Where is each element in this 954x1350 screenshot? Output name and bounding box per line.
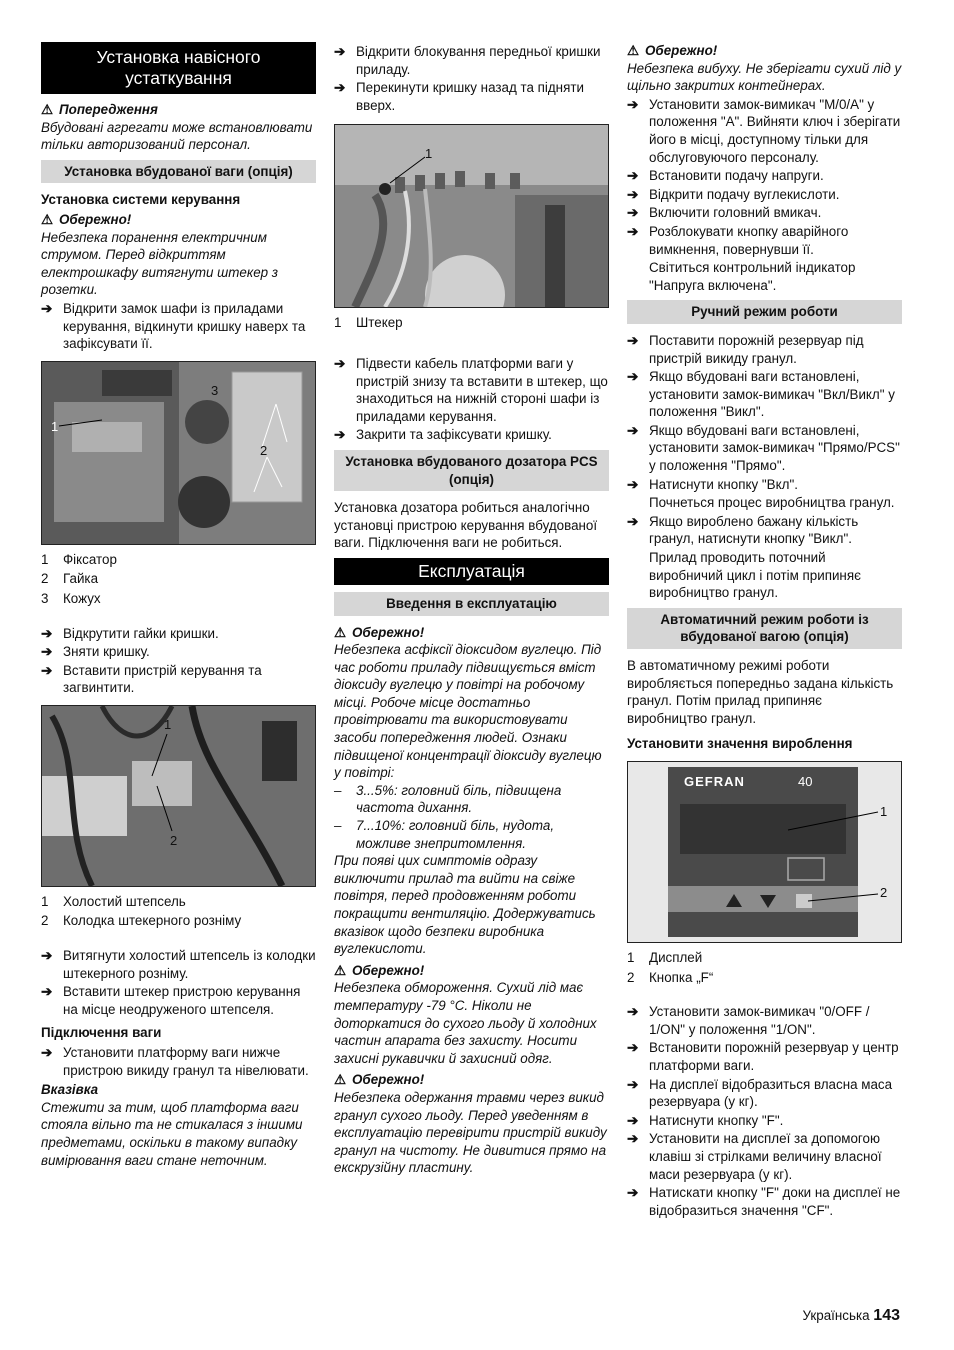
- warning-triangle-icon: ⚠: [334, 1072, 347, 1088]
- instruction-step: ➔ Вставити штекер пристрою керування на місце неодруженого штепселя.: [41, 984, 301, 1017]
- figure-label: 1: [164, 716, 172, 732]
- caution-text: Небезпека поранення електричним струмом. Перед відкриттям електрошкафу витягнути штекер з розетки.: [41, 229, 279, 298]
- arrow-right-icon: ➔: [627, 168, 639, 184]
- warning-triangle-icon: ⚠: [334, 962, 347, 978]
- arrow-right-icon: ➔: [41, 1045, 53, 1061]
- instruction-step: ➔ Установити замок-вимикач "M/0/A" у положення "A". Вийняти ключ і зберігати його в місці, доступному тільки для обслуговуючого персоналу.: [627, 96, 901, 165]
- instruction-step: ➔ Відкрити замок шафи із приладами керування, відкинути кришку наверх та зафіксувати її.: [41, 300, 306, 352]
- caution-heading: ⚠ Обережно!: [334, 1072, 425, 1088]
- page-number: 143: [873, 1307, 900, 1324]
- subheading: Установка системи керування: [41, 192, 241, 208]
- figure-label: 3: [211, 382, 219, 398]
- step-result: Почнеться процес виробництва гранул.: [649, 495, 895, 511]
- footer-language: Українська: [802, 1308, 870, 1323]
- warning-triangle-icon: ⚠: [41, 102, 54, 117]
- arrow-right-icon: ➔: [627, 1004, 639, 1020]
- figure-cabinet-lock: [41, 361, 316, 545]
- subsection-title: Ручний режим роботи: [627, 300, 902, 324]
- instruction-step: ➔ Установити платформу ваги нижче пристрою викиду гранул та нівелювати.: [41, 1045, 309, 1078]
- arrow-right-icon: ➔: [627, 205, 639, 221]
- arrow-right-icon: ➔: [627, 1185, 639, 1201]
- section-title: Установка навісного устаткування: [41, 42, 316, 94]
- cabinet-photo-illustration: [42, 362, 316, 544]
- controller-illustration: [628, 762, 902, 942]
- instruction-step: ➔ Вставити пристрій керування та загвинтити.: [41, 662, 262, 696]
- paragraph: В автоматичному режимі роботи виробляється попередньо задана кількість гранул. Потім прилад припиняє виробництво гранул.: [627, 658, 894, 726]
- caution-text: При появі цих симптомів одразу виключити прилад та вийти на свіже повітря, перед продовженням роботи покращити вентиляцію. Додержуватись вказівок щодо безпеки виробника вуглекислоти.: [334, 853, 596, 957]
- instruction-step: ➔ Встановити подачу напруги.: [627, 168, 824, 184]
- figure-label: 2: [260, 442, 268, 458]
- figure-label: 2: [880, 884, 888, 900]
- arrow-right-icon: ➔: [41, 984, 53, 1000]
- subheading: Підключення ваги: [41, 1025, 162, 1041]
- instruction-step: ➔ Встановити порожній резервуар у центр платформи ваги.: [627, 1040, 899, 1073]
- instruction-step: ➔ Підвести кабель платформи ваги у пристрій знизу та вставити в штекер, що знаходиться на нижній стороні шафи із приладами керування.: [334, 355, 608, 424]
- caution-text: Небезпека асфіксії діоксидом вуглецю. Під час роботи приладу підвищується вміст діоксиду вуглецю у повітрі на робочому місці. Робоче місце достатньо провітрювати та використовувати засоби попередження людей. Ознаки підвищеної концентрації діоксиду вуглецю у повітрі:: [334, 642, 602, 781]
- arrow-right-icon: ➔: [627, 422, 639, 438]
- instruction-step: ➔ Натиснути кнопку "Вкл".: [627, 476, 798, 492]
- warning-triangle-icon: ⚠: [627, 43, 640, 58]
- instruction-step: ➔ Натискати кнопку "F" доки на дисплеї не відобразиться значення "CF".: [627, 1185, 901, 1218]
- figure-label: 1: [425, 146, 433, 162]
- caption-item: 1 Дисплей: [627, 949, 703, 965]
- caption-item: 2 Гайка: [41, 571, 99, 587]
- column-1: [41, 42, 316, 1169]
- arrow-right-icon: ➔: [627, 1076, 639, 1092]
- arrow-right-icon: ➔: [627, 1040, 639, 1056]
- figure-terminal-block: [41, 705, 316, 887]
- instruction-step: ➔ Поставити порожній резервуар під пристрій викиду гранул.: [627, 332, 864, 366]
- instruction-step: ➔ Зняти кришку.: [41, 644, 150, 660]
- arrow-right-icon: ➔: [334, 427, 346, 443]
- caption-item: 3 Кожух: [41, 590, 101, 606]
- arrow-right-icon: ➔: [627, 513, 639, 529]
- arrow-right-icon: ➔: [627, 1112, 639, 1128]
- instruction-step: ➔ Закрити та зафіксувати кришку.: [334, 427, 552, 443]
- arrow-right-icon: ➔: [41, 625, 53, 641]
- figure-gefran-controller: [627, 761, 902, 943]
- figure-label: 1: [51, 418, 59, 434]
- page-footer: [803, 1307, 900, 1325]
- warning-text: Вбудовані агрегати може встановлювати тільки авторизований персонал.: [41, 119, 313, 153]
- caution-text: Небезпека одержання травми через викид гранул сухого льоду. Перед уведенням в експлуатацію перевірити пристрій викиду гранул на чистоту. Не дивитися прямо на екскрузійну пластину.: [334, 1089, 607, 1176]
- instruction-step: ➔ Установити замок-вимикач "0/OFF / 1/ON" у положення "1/ON".: [627, 1004, 870, 1037]
- caution-text: Небезпека обмороження. Сухий лід має температуру -79 °C. Ніколи не доторкатися до сухого льоду й холодних частин апарата без захисту. Носити захисні рукавички й захисний одяг.: [334, 980, 597, 1066]
- instruction-step: ➔ Якщо вбудовані ваги встановлені, установити замок-вимикач "Вкл/Викл" у положення "Викл".: [627, 369, 895, 420]
- caption-item: 2 Кнопка „F“: [627, 969, 714, 985]
- note-text: Стежити за тим, щоб платформа ваги стояла вільно та не стикалася з іншими предметами, оскільки в такому випадку вимірювання ваги стане неточним.: [41, 1099, 303, 1168]
- caption-item: 1 Холостий штепсель: [41, 893, 186, 909]
- arrow-right-icon: ➔: [627, 332, 639, 348]
- figure-plug: [334, 124, 609, 308]
- figure-label: 2: [170, 832, 178, 848]
- arrow-right-icon: ➔: [627, 1131, 639, 1147]
- gefran-brand-text: GEFRAN: [684, 773, 745, 789]
- arrow-right-icon: ➔: [627, 186, 639, 202]
- instruction-step: ➔ Перекинути кришку назад та підняти вверх.: [334, 80, 584, 113]
- column-2: [334, 42, 609, 1177]
- instruction-step: ➔ На дисплеї відобразиться власна маса резервуара (у кг).: [627, 1076, 893, 1110]
- instruction-step: ➔ Якщо вироблено бажану кількість гранул, натиснути кнопку "Викл".: [627, 513, 859, 547]
- step-result: Прилад проводить поточний виробничий цикл і потім припиняє виробництво гранул.: [649, 550, 861, 601]
- instruction-step: ➔ Включити головний вмикач.: [627, 205, 822, 221]
- arrow-right-icon: ➔: [41, 948, 53, 964]
- arrow-right-icon: ➔: [627, 96, 639, 112]
- subsection-title: Установка вбудованого дозатора PCS (опція): [334, 450, 609, 491]
- caution-heading: ⚠ Обережно!: [334, 624, 425, 640]
- arrow-right-icon: ➔: [41, 644, 53, 660]
- caution-text: Небезпека вибуху. Не зберігати сухий лід у щільно закритих контейнерах.: [627, 60, 902, 94]
- symptom-item: – 3...5%: головний біль, підвищена частота дихання.: [334, 782, 562, 816]
- instruction-step: ➔ Натиснути кнопку "F".: [627, 1112, 784, 1128]
- caption-item: 1 Фіксатор: [41, 551, 117, 567]
- step-result: Світиться контрольний індикатор "Напруга включена".: [649, 260, 856, 293]
- arrow-right-icon: ➔: [41, 300, 53, 316]
- caution-heading: ⚠ Обережно!: [627, 43, 718, 58]
- warning-triangle-icon: ⚠: [334, 624, 347, 640]
- section-title: Експлуатація: [334, 558, 609, 585]
- instruction-step: ➔ Установити на дисплеї за допомогою клавіш зі стрілками величину власної маси резервуара (у кг).: [627, 1131, 882, 1182]
- note-heading: Вказівка: [41, 1082, 99, 1098]
- arrow-right-icon: ➔: [334, 80, 346, 96]
- subsection-title: Введення в експлуатацію: [334, 592, 609, 616]
- caution-heading: ⚠ Обережно!: [334, 962, 425, 978]
- instruction-step: ➔ Відкрити блокування передньої кришки приладу.: [334, 44, 601, 77]
- arrow-right-icon: ➔: [627, 476, 639, 492]
- figure-label: 1: [880, 803, 888, 819]
- plug-photo-illustration: [335, 125, 609, 307]
- warning-triangle-icon: ⚠: [41, 211, 54, 227]
- symptom-item: – 7...10%: головний біль, нудота, можливе знепритомлення.: [334, 818, 555, 851]
- arrow-right-icon: ➔: [41, 662, 53, 678]
- caption-item: 2 Колодка штекерного розніму: [41, 913, 242, 929]
- caution-heading: ⚠ Обережно!: [41, 211, 132, 227]
- arrow-right-icon: ➔: [627, 369, 639, 385]
- instruction-step: ➔ Якщо вбудовані ваги встановлені, установити замок-вимикач "Прямо/PCS" у положення "Прямо".: [627, 422, 900, 474]
- gefran-model-text: 40: [798, 773, 813, 789]
- arrow-right-icon: ➔: [334, 355, 346, 371]
- warning-heading: ⚠ Попередження: [41, 102, 158, 117]
- subsection-title: Автоматичний режим роботи із вбудованої вагою (опція): [627, 608, 902, 649]
- instruction-step: ➔ Розблокувати кнопку аварійного вимкнення, повернувши її.: [627, 223, 849, 257]
- arrow-right-icon: ➔: [334, 44, 346, 59]
- terminal-photo-illustration: [42, 706, 316, 886]
- subheading: Установити значення вироблення: [627, 736, 853, 752]
- instruction-step: ➔ Витягнути холостий штепсель із колодки штекерного розніму.: [41, 948, 316, 981]
- arrow-right-icon: ➔: [627, 223, 639, 239]
- column-3: [627, 42, 902, 1220]
- subsection-title: Установка вбудованої ваги (опція): [41, 160, 316, 184]
- paragraph: Установка дозатора робиться аналогічно установці пристрою керування вбудованої ваги. Підключення ваги не робиться.: [334, 500, 598, 551]
- instruction-step: ➔ Відкрутити гайки кришки.: [41, 625, 219, 641]
- caption-item: 1 Штекер: [334, 315, 403, 331]
- instruction-step: ➔ Відкрити подачу вуглекислоти.: [627, 186, 840, 202]
